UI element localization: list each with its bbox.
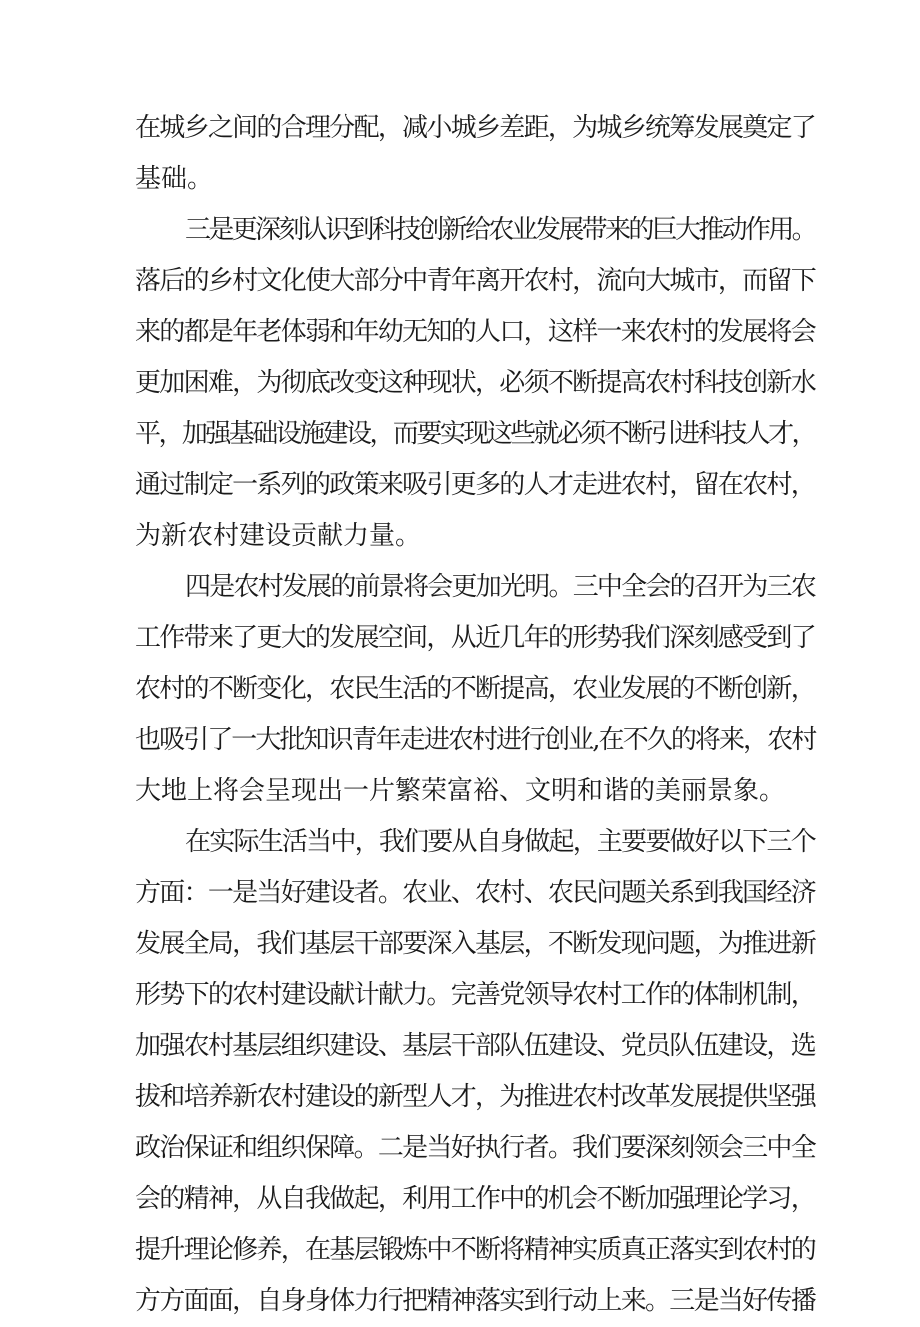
text-line: 方面：一是当好建设者。农业、农村、农民问题关系到我国经济 xyxy=(135,878,816,908)
text-line: 会的精神，从自我做起，利用工作中的机会不断加强理论学习， xyxy=(135,1184,816,1214)
text-line: 政治保证和组织保障。二是当好执行者。我们要深刻领会三中全 xyxy=(135,1133,816,1163)
text-line: 农村的不断变化，农民生活的不断提高，农业发展的不断创新， xyxy=(135,674,816,704)
text-line: 三是更深刻认识到科技创新给农业发展带来的巨大推动作用。 xyxy=(185,215,816,245)
text-line: 方方面面，自身身体力行把精神落实到行动上来。三是当好传播 xyxy=(135,1286,816,1316)
text-line: 通过制定一系列的政策来吸引更多的人才走进农村，留在农村， xyxy=(135,470,816,500)
text-line: 大地上将会呈现出一片繁荣富裕、文明和谐的美丽景象。 xyxy=(135,776,786,806)
text-line: 发展全局，我们基层干部要深入基层，不断发现问题，为推进新 xyxy=(135,929,816,959)
text-line: 在城乡之间的合理分配，减小城乡差距，为城乡统筹发展奠定了 xyxy=(135,113,816,143)
text-line: 也吸引了一大批知识青年走进农村进行创业,在不久的将来，农村 xyxy=(135,725,816,755)
text-line: 工作带来了更大的发展空间，从近几年的形势我们深刻感受到了 xyxy=(135,623,816,653)
text-line: 四是农村发展的前景将会更加光明。三中全会的召开为三农 xyxy=(185,572,816,602)
body-text xyxy=(135,103,815,1327)
text-line: 加强农村基层组织建设、基层干部队伍建设、党员队伍建设，选 xyxy=(135,1031,816,1061)
text-line: 拔和培养新农村建设的新型人才，为推进农村改革发展提供坚强 xyxy=(135,1082,816,1112)
text-line: 形势下的农村建设献计献力。完善党领导农村工作的体制机制， xyxy=(135,980,816,1010)
text-line: 来的都是年老体弱和年幼无知的人口，这样一来农村的发展将会 xyxy=(135,317,816,347)
text-line: 落后的乡村文化使大部分中青年离开农村，流向大城市，而留下 xyxy=(135,266,816,296)
text-line: 在实际生活当中，我们要从自身做起，主要要做好以下三个 xyxy=(185,827,816,857)
text-line: 更加困难，为彻底改变这种现状，必须不断提高农村科技创新水 xyxy=(135,368,816,398)
text-line: 平，加强基础设施建设，而要实现这些就必须不断引进科技人才， xyxy=(135,419,816,449)
text-line: 提升理论修养，在基层锻炼中不断将精神实质真正落实到农村的 xyxy=(135,1235,816,1265)
text-line: 为新农村建设贡献力量。 xyxy=(135,521,422,551)
text-line: 基础。 xyxy=(135,164,214,194)
